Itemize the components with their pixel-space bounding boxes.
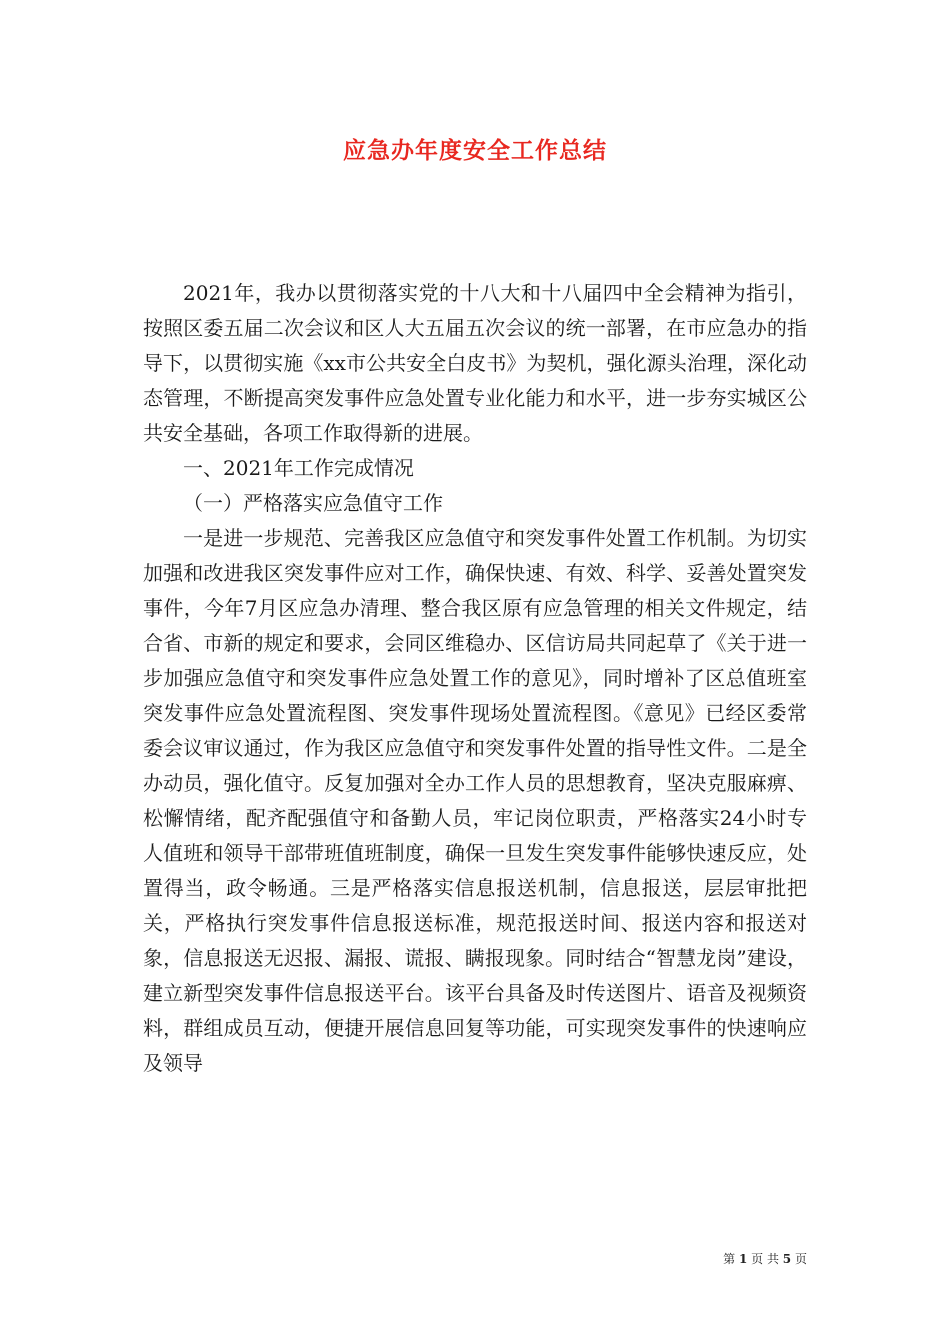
document-body	[143, 276, 807, 1081]
intro-paragraph: 2021年，我办以贯彻落实党的十八大和十八届四中全会精神为指引，按照区委五届二次会议和区人大五届五次会议的统一部署，在市应急办的指导下，以贯彻实施《xx市公共安全白皮书》为契机，强化源头治理，深化动态管理，不断提高突发事件应急处置专业化能力和水平，进一步夯实城区公共安全基础，各项工作取得新的进展。	[143, 281, 807, 445]
subsection-heading: （一）严格落实应急值守工作	[183, 491, 443, 515]
section-heading: 一、2021年工作完成情况	[183, 456, 414, 480]
footer-current-page: 1	[738, 1252, 748, 1266]
body-paragraph: 一是进一步规范、完善我区应急值守和突发事件处置工作机制。为切实加强和改进我区突发事件应对工作，确保快速、有效、科学、妥善处置突发事件，今年7月区应急办清理、整合我区原有应急管理的相关文件规定，结合省、市新的规定和要求，会同区维稳办、区信访局共同起草了《关于进一步加强应急值守和突发事件应急处置工作的意见》，同时增补了区总值班室突发事件应急处置流程图、突发事件现场处置流程图。《意见》已经区委常委会议审议通过，作为我区应急值守和突发事件处置的指导性文件。二是全办动员，强化值守。反复加强对全办工作人员的思想教育，坚决克服麻痹、松懈情绪，配齐配强值守和备勤人员，牢记岗位职责，严格落实24小时专人值班和领导干部带班值班制度，确保一旦发生突发事件能够快速反应，处置得当，政令畅通。三是严格落实信息报送机制，信息报送，层层审批把关，严格执行突发事件信息报送标准，规范报送时间、报送内容和报送对象，信息报送无迟报、漏报、谎报、瞒报现象。同时结合“智慧龙岗”建设，建立新型突发事件信息报送平台。该平台具备及时传送图片、语音及视频资料，群组成员互动，便捷开展信息回复等功能，可实现突发事件的快速响应及领导	[143, 526, 807, 1075]
footer-suffix: 页	[794, 1252, 807, 1266]
document-title: 应急办年度安全工作总结	[343, 137, 607, 164]
page-footer	[723, 1250, 807, 1267]
footer-middle: 页 共	[751, 1252, 779, 1266]
footer-total-pages: 5	[782, 1252, 792, 1266]
footer-prefix: 第	[723, 1252, 736, 1266]
